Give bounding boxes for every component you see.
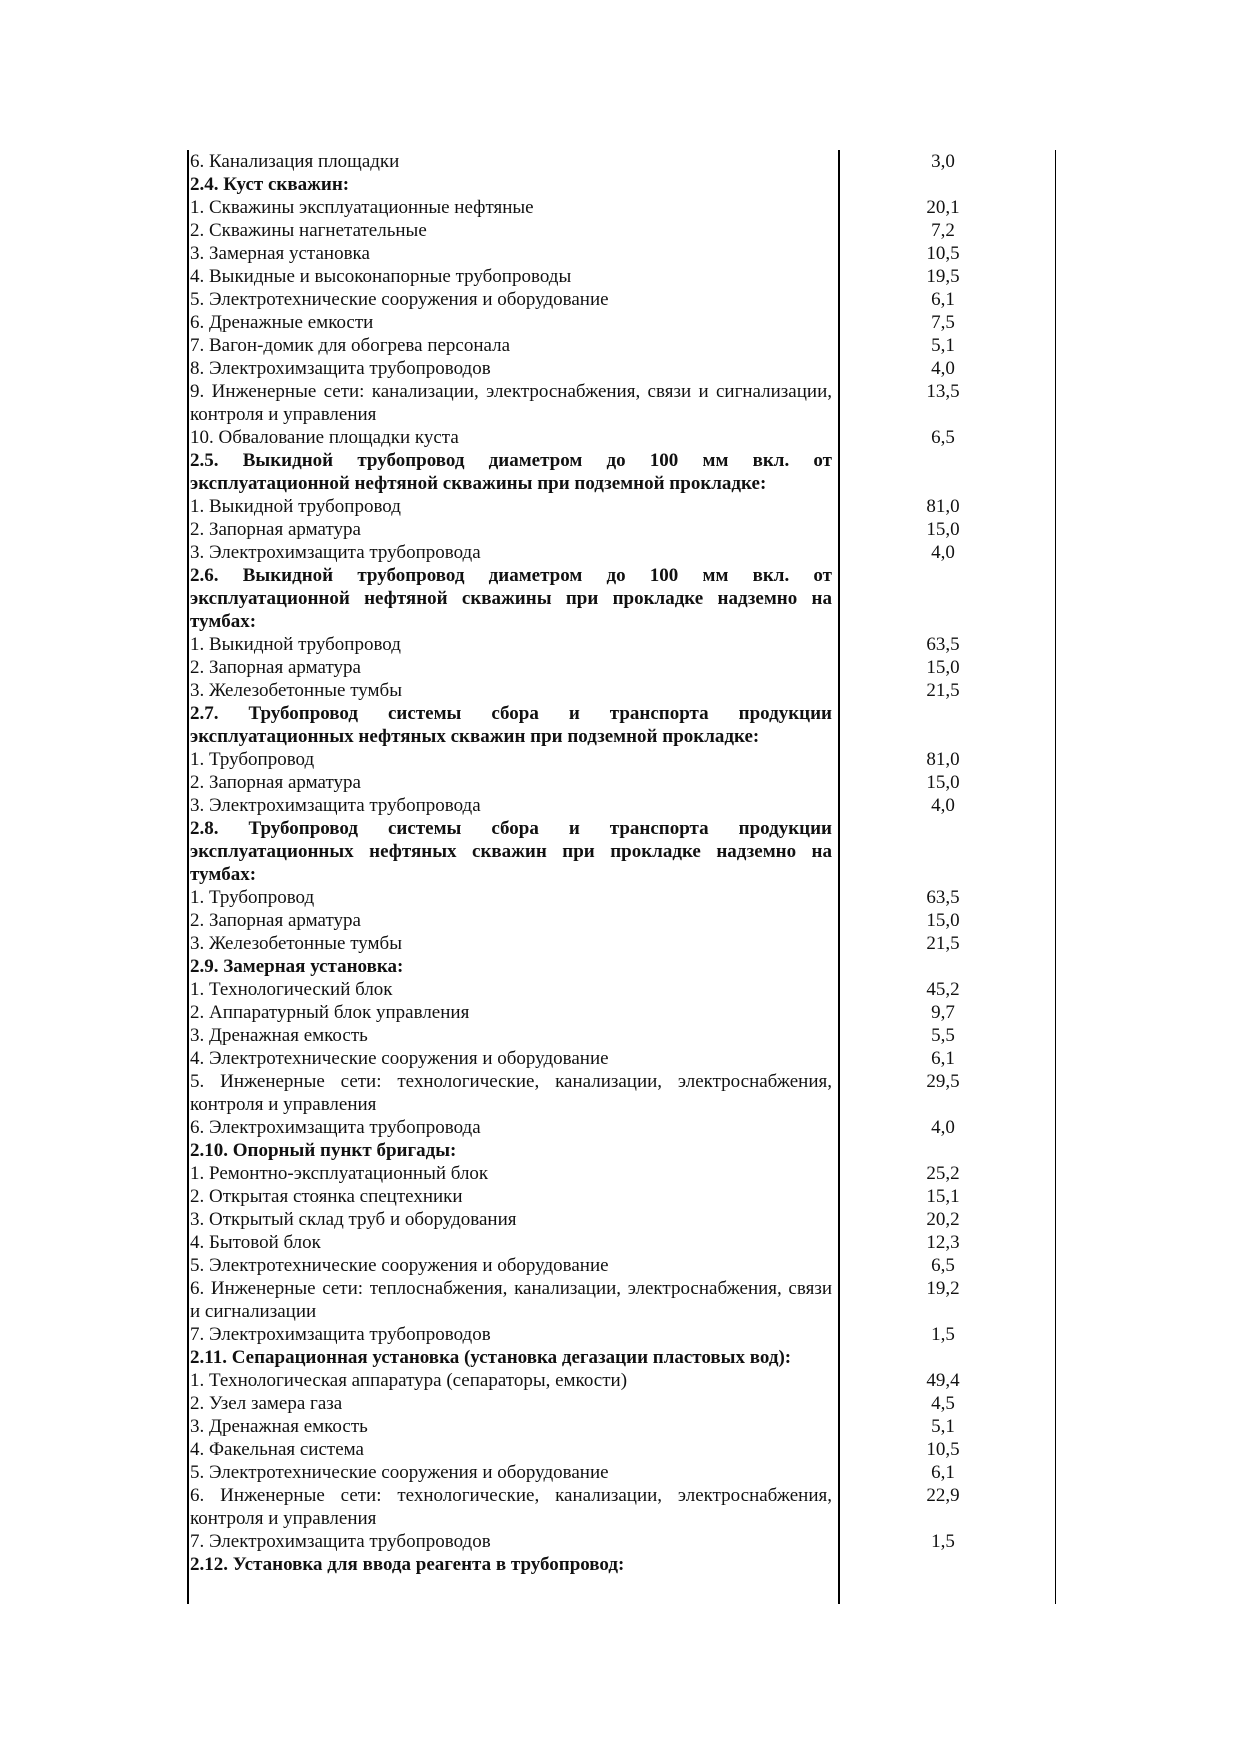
- item-name: 5. Электротехнические сооружения и оборудование: [190, 289, 609, 310]
- table-row: [190, 1369, 1054, 1392]
- table-row: [190, 518, 1054, 541]
- item-value: 20,1: [926, 197, 960, 218]
- item-name: 2. Открытая стоянка спецтехники: [190, 1186, 463, 1207]
- item-value: 15,0: [926, 910, 960, 931]
- item-value: 7,2: [931, 220, 955, 241]
- table-row: [190, 1047, 1054, 1070]
- item-name: 10. Обвалование площадки куста: [190, 427, 459, 448]
- item-value: 45,2: [926, 979, 960, 1000]
- table-row: [190, 794, 1054, 817]
- table-row: [190, 978, 1054, 1001]
- table-row: [190, 495, 1054, 518]
- section-heading: 2.7. Трубопровод системы сбора и транспорта продукции эксплуатационных нефтяных скважин при подземной прокладке:: [190, 703, 832, 747]
- item-name: 1. Скважины эксплуатационные нефтяные: [190, 197, 534, 218]
- section-heading-row: [190, 817, 1054, 886]
- item-value: 81,0: [926, 749, 960, 770]
- item-value: 15,0: [926, 657, 960, 678]
- table-row: [190, 219, 1054, 242]
- table-row: [190, 265, 1054, 288]
- section-heading: 2.8. Трубопровод системы сбора и транспорта продукции эксплуатационных нефтяных скважин при прокладке надземно на тумбах:: [190, 818, 832, 885]
- item-value: 4,0: [931, 1117, 955, 1138]
- item-value: 13,5: [926, 381, 960, 402]
- section-heading: 2.12. Установка для ввода реагента в трубопровод:: [190, 1554, 625, 1575]
- item-name: 9. Инженерные сети: канализации, электроснабжения, связи и сигнализации, контроля и управления: [190, 381, 832, 425]
- item-name: 1. Выкидной трубопровод: [190, 634, 401, 655]
- item-value: 1,5: [931, 1324, 955, 1345]
- table-row: [190, 633, 1054, 656]
- table-row: [190, 656, 1054, 679]
- table-row: [190, 1484, 1054, 1530]
- table-row: [190, 311, 1054, 334]
- section-heading-row: [190, 955, 1054, 978]
- section-heading: 2.4. Куст скважин:: [190, 174, 350, 195]
- item-name: 5. Электротехнические сооружения и оборудование: [190, 1462, 609, 1483]
- table-row: [190, 1392, 1054, 1415]
- item-name: 3. Железобетонные тумбы: [190, 680, 402, 701]
- table-row: [190, 1116, 1054, 1139]
- item-name: 6. Электрохимзащита трубопровода: [190, 1117, 481, 1138]
- section-heading: 2.5. Выкидной трубопровод диаметром до 100 мм вкл. от эксплуатационной нефтяной скважины при подземной прокладке:: [190, 450, 832, 494]
- item-name: 6. Инженерные сети: технологические, канализации, электроснабжения, контроля и управления: [190, 1485, 832, 1529]
- table-row: [190, 334, 1054, 357]
- item-value: 19,2: [926, 1278, 960, 1299]
- table-row: [190, 748, 1054, 771]
- item-value: 6,1: [931, 1048, 955, 1069]
- item-name: 1. Технологический блок: [190, 979, 393, 1000]
- item-value: 29,5: [926, 1071, 960, 1092]
- item-value: 20,2: [926, 1209, 960, 1230]
- item-value: 5,1: [931, 1416, 955, 1437]
- table-row: [190, 909, 1054, 932]
- item-name: 2. Аппаратурный блок управления: [190, 1002, 470, 1023]
- item-name: 7. Электрохимзащита трубопроводов: [190, 1531, 491, 1552]
- item-name: 5. Электротехнические сооружения и оборудование: [190, 1255, 609, 1276]
- table-row: [190, 1208, 1054, 1231]
- item-name: 3. Открытый склад труб и оборудования: [190, 1209, 517, 1230]
- item-value: 21,5: [926, 680, 960, 701]
- item-name: 4. Бытовой блок: [190, 1232, 321, 1253]
- table-row: [190, 1231, 1054, 1254]
- table-row: [190, 1024, 1054, 1047]
- section-heading-row: [190, 173, 1054, 196]
- item-value: 4,5: [931, 1393, 955, 1414]
- section-heading: 2.6. Выкидной трубопровод диаметром до 100 мм вкл. от эксплуатационной нефтяной скважины при прокладке надземно на тумбах:: [190, 565, 832, 632]
- item-name: 3. Железобетонные тумбы: [190, 933, 402, 954]
- section-heading-row: [190, 1139, 1054, 1162]
- table-row: [190, 1415, 1054, 1438]
- item-name: 4. Выкидные и высоконапорные трубопроводы: [190, 266, 572, 287]
- table-row: [190, 357, 1054, 380]
- item-value: 4,0: [931, 542, 955, 563]
- table-row: [190, 1001, 1054, 1024]
- item-name: 7. Электрохимзащита трубопроводов: [190, 1324, 491, 1345]
- table-row: [190, 1185, 1054, 1208]
- table-row: [190, 288, 1054, 311]
- item-name: 3. Замерная установка: [190, 243, 370, 264]
- item-value: 6,5: [931, 1255, 955, 1276]
- item-name: 2. Запорная арматура: [190, 519, 361, 540]
- item-value: 15,0: [926, 772, 960, 793]
- table-row: [190, 932, 1054, 955]
- table-row: [190, 1323, 1054, 1346]
- item-name: 6. Инженерные сети: теплоснабжения, канализации, электроснабжения, связи и сигнализации: [190, 1278, 832, 1322]
- item-name: 1. Ремонтно-эксплуатационный блок: [190, 1163, 489, 1184]
- item-value: 5,1: [931, 335, 955, 356]
- item-name: 2. Запорная арматура: [190, 657, 361, 678]
- table-row: [190, 541, 1054, 564]
- item-value: 21,5: [926, 933, 960, 954]
- table-row: [190, 196, 1054, 219]
- item-value: 4,0: [931, 358, 955, 379]
- item-value: 9,7: [931, 1002, 955, 1023]
- item-name: 8. Электрохимзащита трубопроводов: [190, 358, 491, 379]
- table-row: [190, 1070, 1054, 1116]
- item-value: 25,2: [926, 1163, 960, 1184]
- item-value: 6,1: [931, 289, 955, 310]
- table-row: [190, 426, 1054, 449]
- item-value: 5,5: [931, 1025, 955, 1046]
- item-name: 5. Инженерные сети: технологические, канализации, электроснабжения, контроля и управления: [190, 1071, 832, 1115]
- item-value: 15,1: [926, 1186, 960, 1207]
- section-heading-row: [190, 1346, 1054, 1369]
- item-value: 4,0: [931, 795, 955, 816]
- section-heading: 2.10. Опорный пункт бригады:: [190, 1140, 457, 1161]
- section-heading: 2.9. Замерная установка:: [190, 956, 404, 977]
- item-value: 3,0: [931, 151, 955, 172]
- item-name: 1. Выкидной трубопровод: [190, 496, 401, 517]
- section-heading: 2.11. Сепарационная установка (установка дегазации пластовых вод):: [190, 1347, 792, 1368]
- item-name: 7. Вагон-домик для обогрева персонала: [190, 335, 511, 356]
- table-row: [190, 1254, 1054, 1277]
- section-heading-row: [190, 449, 1054, 495]
- section-heading-row: [190, 1553, 1054, 1576]
- item-name: 4. Факельная система: [190, 1439, 364, 1460]
- item-name: 4. Электротехнические сооружения и оборудование: [190, 1048, 609, 1069]
- table-row: [190, 1162, 1054, 1185]
- table-left-border: [187, 150, 189, 1604]
- item-value: 1,5: [931, 1531, 955, 1552]
- item-value: 81,0: [926, 496, 960, 517]
- item-value: 6,5: [931, 427, 955, 448]
- table-row: [190, 1438, 1054, 1461]
- table-right-border: [1055, 150, 1056, 1604]
- table-row: [190, 380, 1054, 426]
- item-value: 12,3: [926, 1232, 960, 1253]
- section-heading-row: [190, 702, 1054, 748]
- item-value: 63,5: [926, 634, 960, 655]
- table-row: [190, 1461, 1054, 1484]
- item-value: 19,5: [926, 266, 960, 287]
- table-row: [190, 242, 1054, 265]
- item-name: 3. Дренажная емкость: [190, 1025, 368, 1046]
- item-name: 2. Скважины нагнетательные: [190, 220, 427, 241]
- item-value: 22,9: [926, 1485, 960, 1506]
- item-value: 49,4: [926, 1370, 960, 1391]
- item-value: 6,1: [931, 1462, 955, 1483]
- item-name: 2. Узел замера газа: [190, 1393, 343, 1414]
- item-value: 10,5: [926, 1439, 960, 1460]
- item-name: 1. Трубопровод: [190, 749, 315, 770]
- table-row: [190, 679, 1054, 702]
- table-row: [190, 1277, 1054, 1323]
- table-row: [190, 1530, 1054, 1553]
- item-value: 63,5: [926, 887, 960, 908]
- section-heading-row: [190, 564, 1054, 633]
- item-name: 3. Электрохимзащита трубопровода: [190, 795, 481, 816]
- item-name: 1. Технологическая аппаратура (сепараторы, емкости): [190, 1370, 628, 1391]
- item-value: 7,5: [931, 312, 955, 333]
- item-name: 2. Запорная арматура: [190, 910, 361, 931]
- table-row: [190, 771, 1054, 794]
- item-name: 6. Дренажные емкости: [190, 312, 374, 333]
- item-name: 3. Электрохимзащита трубопровода: [190, 542, 481, 563]
- cost-structure-table: [190, 150, 1054, 1576]
- table-row: [190, 150, 1054, 173]
- item-name: 1. Трубопровод: [190, 887, 315, 908]
- item-value: 15,0: [926, 519, 960, 540]
- table-row: [190, 886, 1054, 909]
- item-name: 3. Дренажная емкость: [190, 1416, 368, 1437]
- item-name: 2. Запорная арматура: [190, 772, 361, 793]
- item-name: 6. Канализация площадки: [190, 151, 400, 172]
- item-value: 10,5: [926, 243, 960, 264]
